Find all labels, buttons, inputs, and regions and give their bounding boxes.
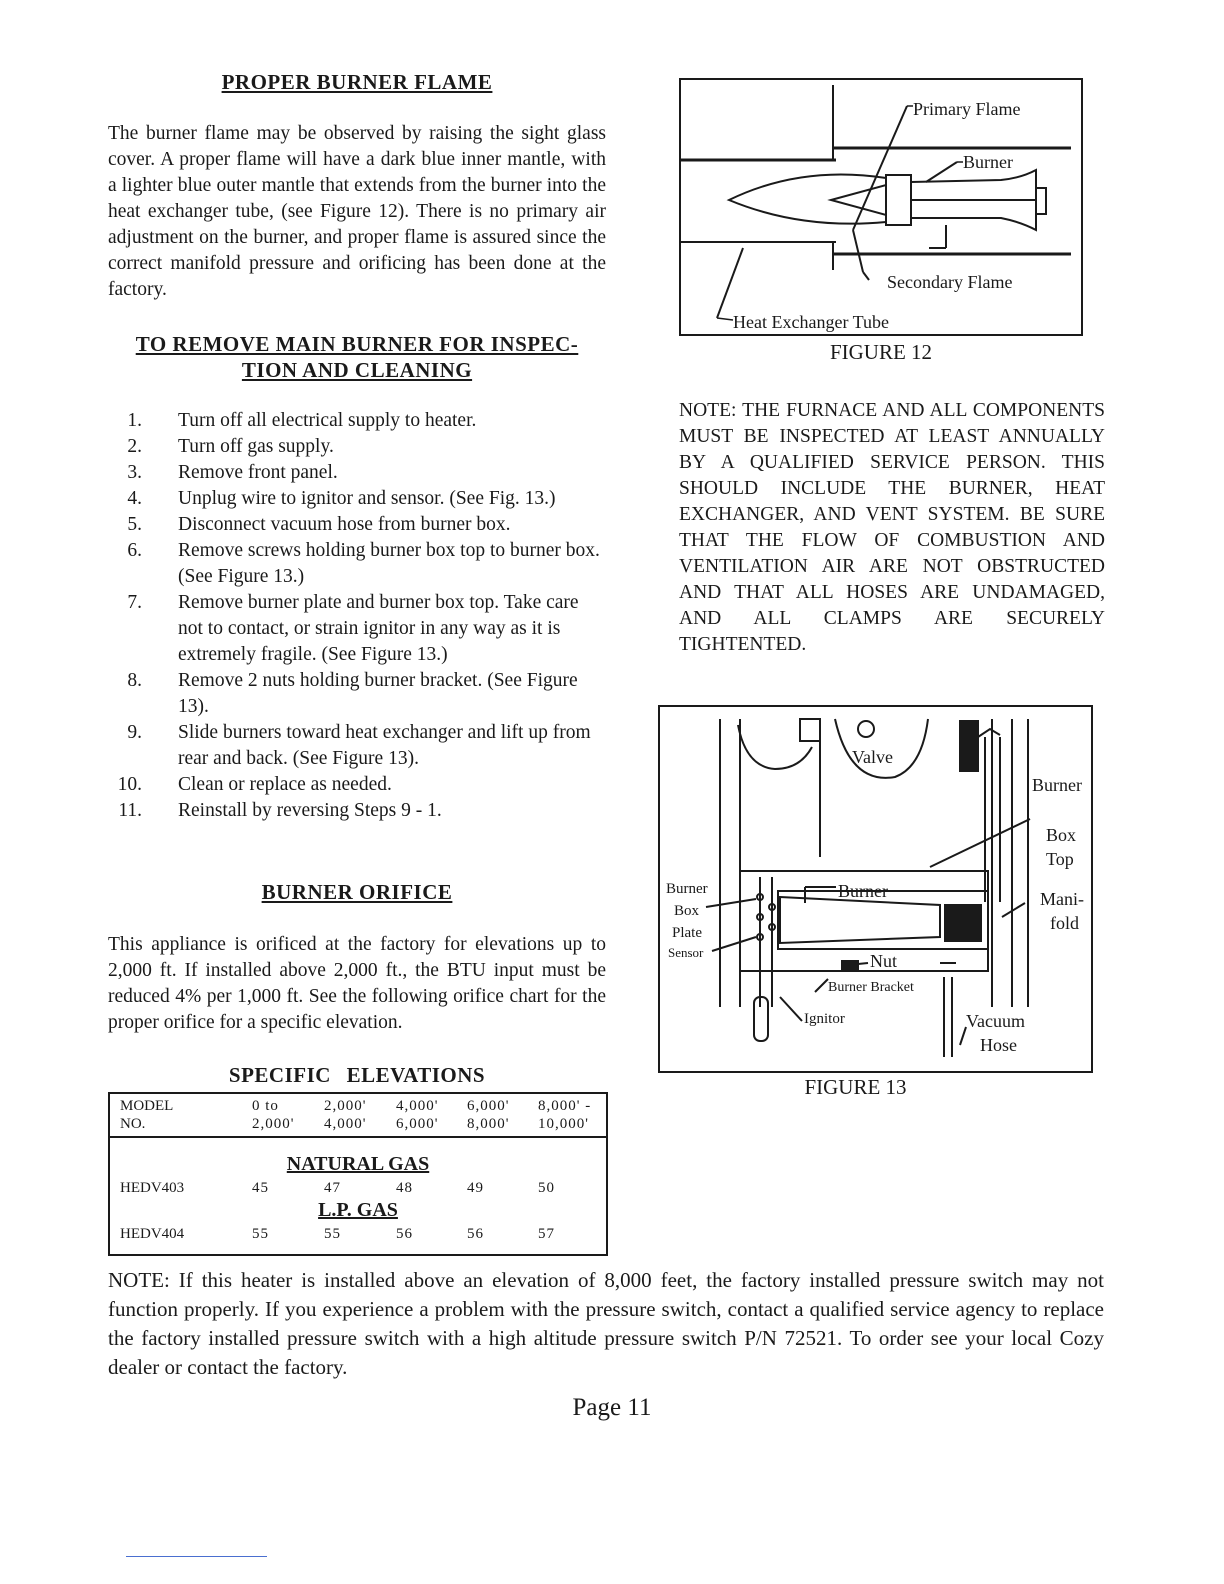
- fig13-label-burner: Burner: [838, 881, 888, 901]
- header-model-line1: MODEL: [120, 1098, 174, 1114]
- fig13-label-vacuum-hose-1: Vacuum: [966, 1011, 1025, 1031]
- header-col-bottom: 4,000': [324, 1116, 367, 1132]
- step-text: Turn off gas supply.: [178, 436, 334, 457]
- section-title-proper-burner-flame: PROPER BURNER FLAME: [221, 70, 493, 94]
- altitude-pressure-switch-note: NOTE: If this heater is installed above an elevation of 8,000 feet, the factory installed pressure switch may not function properly. If you experience a problem with the pressure switch, contact a qualified service agency to replace the factory installed pressure switch with a high altitude pressure switch P/N 72521. To order see your local Cozy dealer or contact the factory.: [108, 1268, 1104, 1379]
- table-row: [110, 1178, 606, 1198]
- step-number: 3.: [127, 462, 142, 483]
- step-text: Remove screws holding burner box top to burner box. (See Figure 13.): [178, 540, 600, 587]
- step-number: 5.: [127, 514, 142, 535]
- row-value: 49: [467, 1180, 484, 1196]
- fig13-label-valve: Valve: [852, 747, 893, 767]
- table-title-specific-elevations: SPECIFIC ELEVATIONS: [228, 1063, 486, 1087]
- step-number: 11.: [118, 800, 142, 821]
- inspection-note: NOTE: THE FURNACE AND ALL COMPONENTS MUST BE INSPECTED AT LEAST ANNUALLY BY A QUALIFIED SERVICE PERSON. THIS SHOULD INCLUDE THE BURNER, HEAT EXCHANGER, AND VENT SYSTEM. BE SURE THAT THE FLOW OF COMBUSTION AND VENTILATION AIR ARE NOT OBSTRUCTED AND THAT ALL HOSES ARE UNDAMAGED, AND ALL CLAMPS ARE SECURELY TIGHTENTED.: [679, 400, 1105, 655]
- step-item: [108, 668, 606, 720]
- header-col-bottom: 2,000': [252, 1116, 295, 1132]
- step-number: 6.: [127, 540, 142, 561]
- row-value: 45: [252, 1180, 269, 1196]
- section-title-remove-burner-line2: TION AND CLEANING: [241, 358, 473, 382]
- burner-orifice-body: This appliance is orificed at the factory for elevations up to 2,000 ft. If installed above 2,000 ft., the BTU input must be reduced 4% per 1,000 ft. See the following orifice chart for the proper orifice for a specific elevation.: [108, 934, 606, 1033]
- header-col-bottom: 6,000': [396, 1116, 439, 1132]
- table-row: [110, 1224, 606, 1244]
- fig13-label-burner-box-plate-1: Burner: [666, 881, 708, 897]
- row-model: HEDV404: [120, 1226, 185, 1242]
- step-item: [108, 798, 606, 824]
- fig13-label-burner-bracket: Burner Bracket: [828, 980, 914, 995]
- elevations-table: [108, 1092, 608, 1256]
- header-col-top: 6,000': [467, 1098, 510, 1114]
- header-col-top: 2,000': [324, 1098, 367, 1114]
- fig13-label-manifold-2: fold: [1050, 913, 1079, 933]
- figure-12-caption: FIGURE 12: [829, 340, 933, 364]
- step-number: 7.: [127, 592, 142, 613]
- row-value: 55: [252, 1226, 269, 1242]
- figure-12-diagram: [681, 80, 1081, 334]
- figure-13-diagram: [660, 707, 1091, 1071]
- row-value: 55: [324, 1226, 341, 1242]
- fig13-label-burner-box-plate-2: Box: [674, 903, 700, 919]
- step-number: 1.: [127, 410, 142, 431]
- header-model: [120, 1097, 173, 1133]
- step-item: [108, 460, 606, 486]
- figure-13: [658, 705, 1093, 1073]
- step-text: Reinstall by reversing Steps 9 - 1.: [178, 800, 442, 821]
- step-item: [108, 538, 606, 590]
- fig12-label-secondary-flame: Secondary Flame: [887, 272, 1013, 292]
- section-title-burner-orifice: BURNER ORIFICE: [261, 880, 453, 904]
- fig13-label-sensor: Sensor: [668, 945, 704, 960]
- section-title-remove-burner-line1: TO REMOVE MAIN BURNER FOR INSPEC-: [135, 332, 579, 356]
- step-item: [108, 772, 606, 798]
- proper-burner-flame-body: The burner flame may be observed by raising the sight glass cover. A proper flame will have a dark blue inner mantle, with a lighter blue outer mantle that extends from the burner into the heat exchanger tube, (see Figure 12). There is no primary air adjustment on the burner, and proper flame is assured since the correct manifold pressure and orificing has been done at the factory.: [108, 123, 606, 300]
- header-col-2: [324, 1097, 366, 1133]
- header-col-bottom: 8,000': [467, 1116, 510, 1132]
- step-text: Remove burner plate and burner box top. Take care not to contact, or strain ignitor in any way as it is extremely fragile. (See Figure 13.): [178, 592, 579, 665]
- header-model-line2: NO.: [120, 1116, 146, 1132]
- footer-rule: [126, 1556, 267, 1557]
- fig13-label-burner-box-top-2: Box: [1046, 825, 1077, 845]
- figure-13-caption: FIGURE 13: [804, 1075, 907, 1099]
- step-text: Slide burners toward heat exchanger and lift up from rear and back. (See Figure 13).: [178, 722, 591, 769]
- fig13-label-vacuum-hose-2: Hose: [980, 1035, 1017, 1055]
- header-col-top: 4,000': [396, 1098, 439, 1114]
- page-number: Page 11: [572, 1394, 652, 1421]
- step-item: [108, 720, 606, 772]
- row-value: 47: [324, 1180, 341, 1196]
- row-value: 56: [467, 1226, 484, 1242]
- header-col-top: 8,000' -: [538, 1098, 592, 1114]
- fig13-label-burner-box-top-3: Top: [1046, 849, 1074, 869]
- header-col-5: [538, 1097, 591, 1133]
- step-number: 10.: [117, 774, 142, 795]
- fig12-label-primary-flame: Primary Flame: [913, 99, 1021, 119]
- step-number: 9.: [127, 722, 142, 743]
- step-text: Remove 2 nuts holding burner bracket. (See Figure 13).: [178, 670, 578, 717]
- step-text: Turn off all electrical supply to heater.: [178, 410, 477, 431]
- header-col-1: [252, 1097, 294, 1133]
- header-col-top: 0 to: [252, 1098, 279, 1114]
- fig12-label-burner: Burner: [963, 152, 1013, 172]
- row-value: 56: [396, 1226, 413, 1242]
- step-number: 4.: [127, 488, 142, 509]
- step-item: [108, 486, 606, 512]
- section-title-remove-burner: [108, 331, 606, 383]
- fig13-label-ignitor: Ignitor: [804, 1011, 845, 1027]
- step-item: [108, 590, 606, 668]
- header-col-3: [396, 1097, 438, 1133]
- step-number: 2.: [127, 436, 142, 457]
- fig12-label-heat-exchanger-tube: Heat Exchanger Tube: [733, 312, 889, 332]
- header-col-bottom: 10,000': [538, 1116, 589, 1132]
- table-header-row: [110, 1094, 606, 1138]
- natural-gas-label: NATURAL GAS: [286, 1153, 430, 1175]
- header-col-4: [467, 1097, 509, 1133]
- step-item: [108, 408, 606, 434]
- row-value: 48: [396, 1180, 413, 1196]
- fig13-label-burner-box-plate-3: Plate: [672, 925, 702, 941]
- step-number: 8.: [127, 670, 142, 691]
- fig13-label-manifold-1: Mani-: [1040, 889, 1084, 909]
- fig13-label-nut: Nut: [870, 951, 897, 971]
- step-item: [108, 512, 606, 538]
- row-value: 57: [538, 1226, 555, 1242]
- figure-12: [679, 78, 1083, 336]
- fig13-label-burner-box-top-1: Burner: [1032, 775, 1082, 795]
- step-item: [108, 434, 606, 460]
- step-text: Unplug wire to ignitor and sensor. (See Fig. 13.): [178, 488, 556, 509]
- lp-gas-label: L.P. GAS: [318, 1199, 398, 1221]
- row-value: 50: [538, 1180, 555, 1196]
- step-text: Remove front panel.: [178, 462, 338, 483]
- step-text: Disconnect vacuum hose from burner box.: [178, 514, 511, 535]
- row-model: HEDV403: [120, 1180, 185, 1196]
- remove-burner-steps: [108, 408, 606, 824]
- step-text: Clean or replace as needed.: [178, 774, 392, 795]
